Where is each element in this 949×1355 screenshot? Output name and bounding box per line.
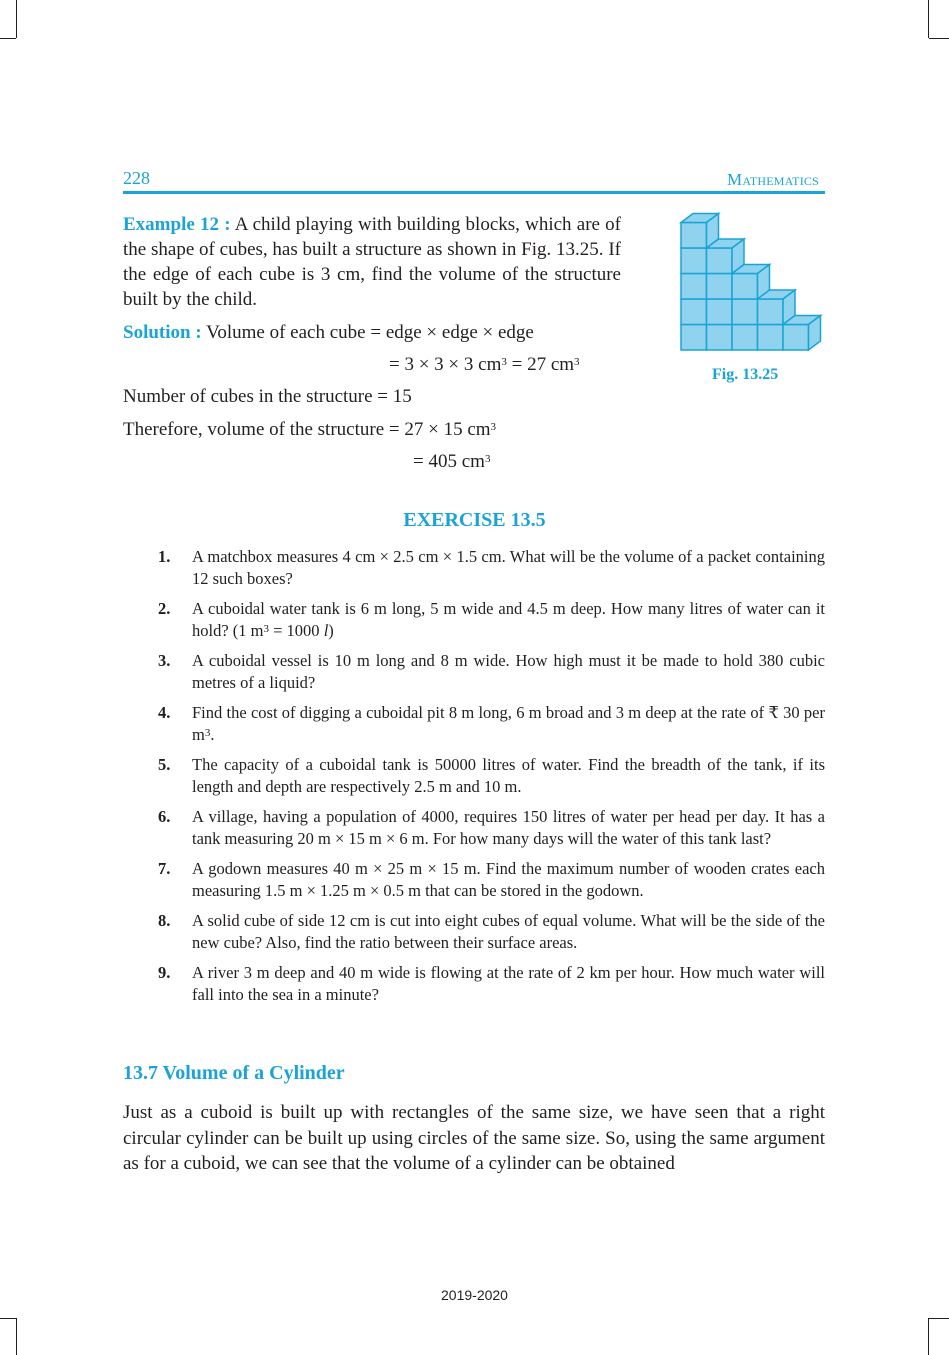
cube-face — [681, 299, 707, 325]
cube-face — [707, 325, 733, 351]
exercise-item: 5. The capacity of a cuboidal tank is 50000 litres of water. Find the breadth of the tank, if its length and depth are respectively 2.5 m and 10 m. — [158, 755, 825, 796]
running-header: Mathematics — [727, 170, 819, 189]
crop-mark — [16, 1318, 17, 1355]
cube-face — [707, 274, 733, 300]
footer-year: 2019-2020 — [441, 1287, 508, 1303]
solution-label: Solution : — [123, 322, 202, 343]
therefore-line: Therefore, volume of the structure = 27 × 15 $cm^3$ — [123, 419, 497, 440]
cube-face — [707, 299, 733, 325]
page-number: 228 — [123, 168, 150, 188]
cube-face — [732, 325, 758, 351]
cube-face — [681, 248, 707, 274]
cube-face — [681, 325, 707, 351]
example-label: Example 12 : — [123, 214, 231, 235]
cube-face — [732, 299, 758, 325]
exercise-item: 1. A matchbox measures 4 cm × 2.5 cm × 1.5 cm. What will be the volume of a packet containing 12 such boxes? — [158, 547, 825, 588]
exercise-item: 6. A village, having a population of 4000, requires 150 litres of water per head per day. It has a tank measuring 20 m × 15 m × 6 m. For how many days will the water of this tank last? — [158, 807, 825, 848]
cube-face — [732, 274, 758, 300]
crop-mark — [929, 1318, 949, 1319]
crop-mark — [928, 0, 929, 38]
header-rule — [123, 191, 825, 194]
cube-face — [681, 274, 707, 300]
crop-mark — [16, 0, 17, 38]
cube-face — [707, 248, 733, 274]
cube-face — [758, 299, 784, 325]
result-line: = 405 $cm^3$ — [413, 451, 491, 472]
cube-face — [783, 325, 809, 351]
cube-face — [758, 325, 784, 351]
crop-mark — [929, 38, 949, 39]
exercise-title: EXERCISE 13.5 — [403, 509, 546, 531]
solution-line-1: Solution : Volume of each cube = edge × edge × edge — [123, 322, 534, 343]
figure-caption: Fig. 13.25 — [712, 366, 779, 383]
exercise-list — [158, 546, 825, 1014]
section-paragraph: Just as a cuboid is built up with rectangles of the same size, we have seen that a right circular cylinder can be built up using circles of the same size. So, using the same argument as for a cuboid, we can see that the volume of a cylinder can be obtained — [123, 1102, 825, 1174]
crop-mark — [0, 38, 16, 39]
exercise-item: 3. A cuboidal vessel is 10 m long and 8 m wide. How high must it be made to hold 380 cubic metres of a liquid? — [158, 651, 825, 692]
exercise-item: 4. Find the cost of digging a cuboidal pit 8 m long, 6 m broad and 3 m deep at the rate of ₹ 30 per $m^3$. — [158, 703, 825, 744]
crop-mark — [0, 1318, 16, 1319]
crop-mark — [928, 1318, 929, 1355]
exercise-item: 9. A river 3 m deep and 40 m wide is flowing at the rate of 2 km per hour. How much water will fall into the sea in a minute? — [158, 963, 825, 1004]
example-text: A child playing with building blocks, which are of the shape of cubes, has built a structure as shown in Fig. 13.25. If the edge of each cube is 3 cm, find the volume of the structure built by the child. — [123, 214, 622, 310]
section-heading: 13.7 Volume of a Cylinder — [123, 1062, 345, 1084]
cube-count-line: Number of cubes in the structure = 15 — [123, 386, 412, 407]
cube-face — [681, 223, 707, 249]
example-statement — [123, 212, 621, 312]
cube-staircase-figure — [676, 210, 831, 355]
exercise-item: 2. A cuboidal water tank is 6 m long, 5 m wide and 4.5 m deep. How many litres of water can it hold? (1 $m^3 = 1000$ l) — [158, 599, 825, 640]
exercise-item: 7. A godown measures 40 m × 25 m × 15 m. Find the maximum number of wooden crates each measuring 1.5 m × 1.25 m × 0.5 m that can be stored in the godown. — [158, 859, 825, 900]
solution-line-2: = 3 × 3 × 3 $cm^3 = 27$ $cm^3$ — [389, 354, 580, 375]
exercise-item: 8. A solid cube of side 12 cm is cut into eight cubes of equal volume. What will be the side of the new cube? Also, find the ratio between their surface areas. — [158, 911, 825, 952]
